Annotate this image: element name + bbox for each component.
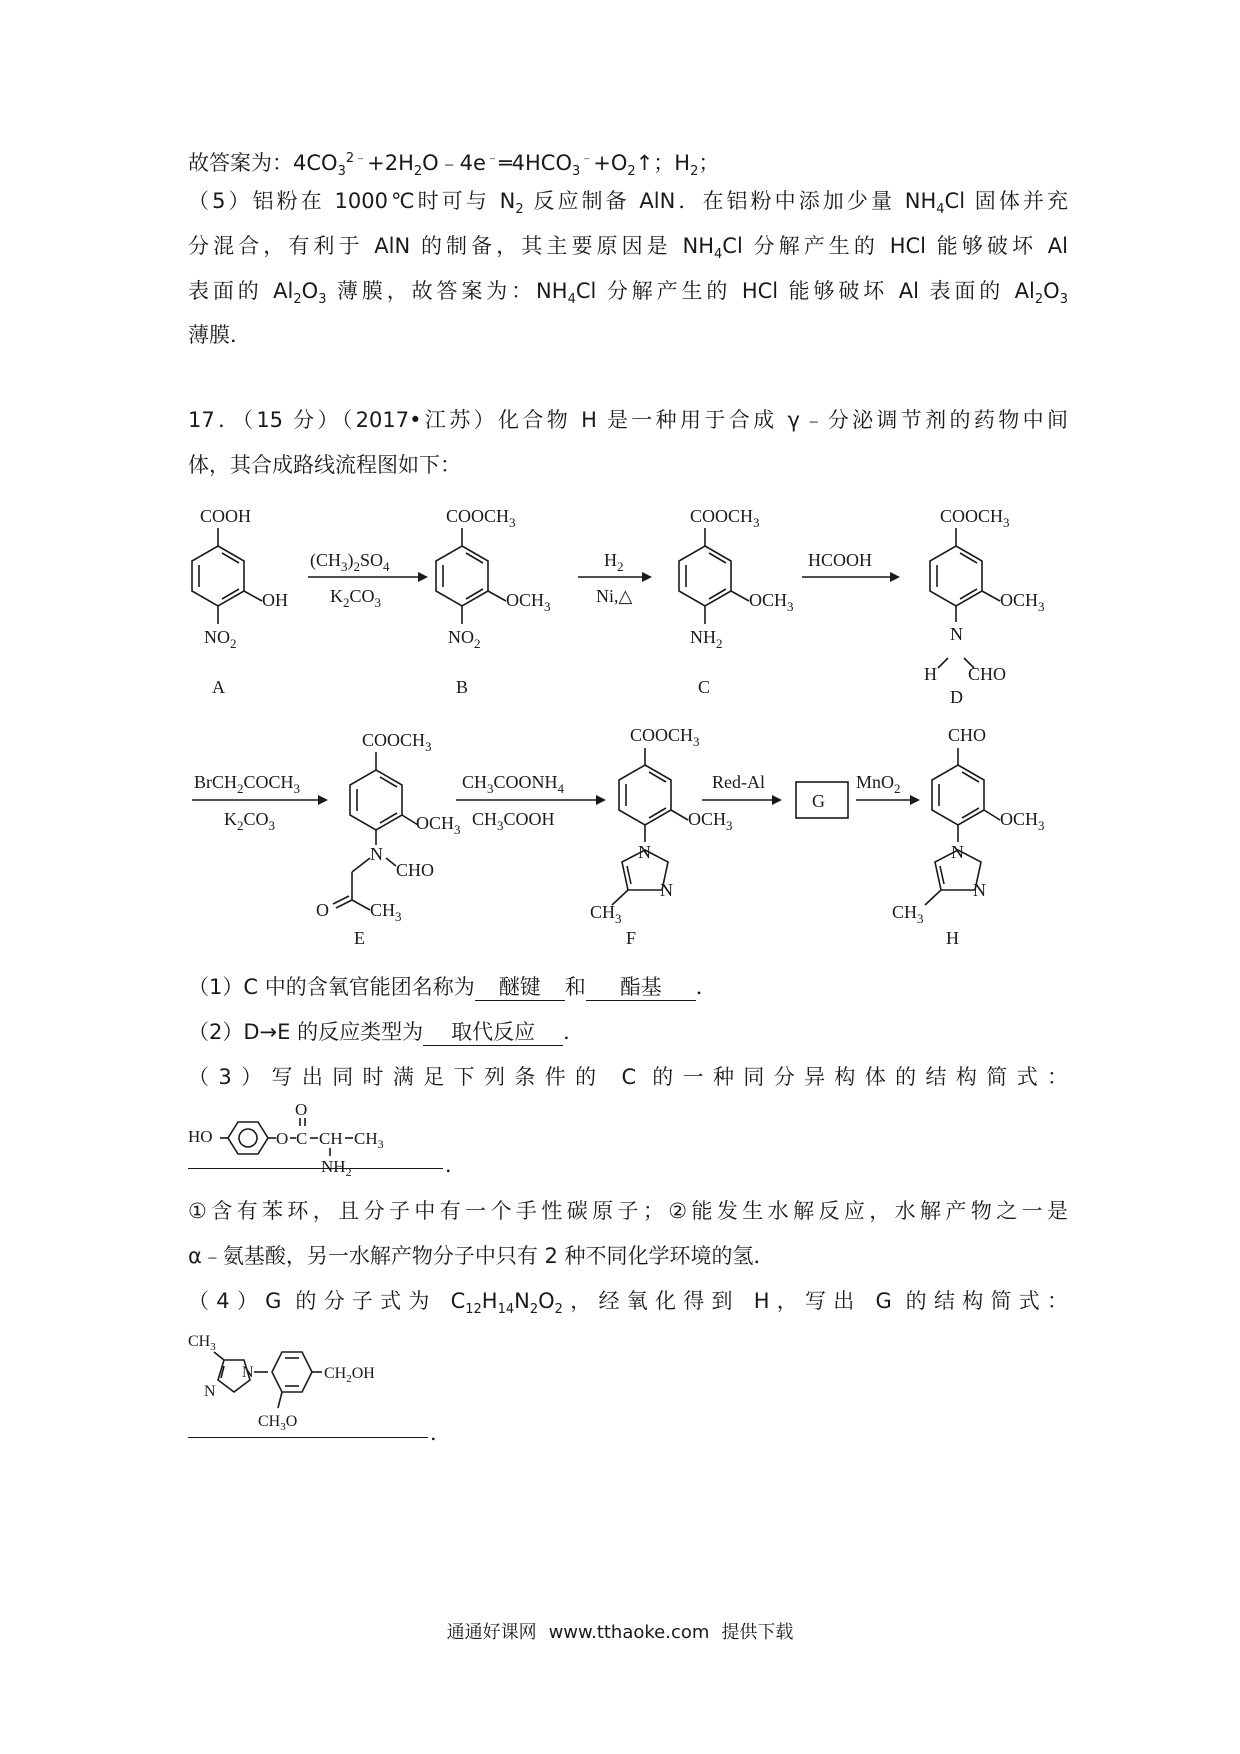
svg-text:OH: OH — [262, 590, 288, 610]
svg-text:OCH3: $OCH_3$ — [1000, 590, 1045, 614]
q2-line: （2）D→E 的反应类型为 取代反应 ． — [188, 1020, 585, 1044]
svg-text:OCH3: $OCH_3$ — [749, 590, 794, 614]
q1-answer-1: 醚键 — [475, 974, 565, 1001]
compound-f — [590, 725, 733, 948]
svg-text:CHO: CHO — [396, 860, 435, 880]
svg-text:CH3COOH: $CH_3COOH$ — [472, 809, 555, 833]
arrow-r7 — [856, 772, 920, 805]
arrow-r6 — [702, 772, 782, 805]
svg-text:CH: CH — [319, 1129, 343, 1148]
svg-text:CH3: $CH_3$ — [370, 900, 402, 924]
compound-h — [892, 725, 1045, 948]
svg-text:BrCH2COCH3: $BrCH_2COCH_3$ — [194, 772, 301, 796]
q4-answer-structure — [188, 1330, 428, 1440]
svg-text:CH3: $CH_3$ — [188, 1333, 216, 1353]
q17-title-line-1: 17．（15 分）（2017•江苏）化合物 H 是一种用于合成 γ﹣分泌调节剂的药物中间 — [188, 408, 1068, 432]
q3-end: ． — [445, 1153, 466, 1177]
svg-text:CH3O: $CH_3O$ — [258, 1413, 298, 1433]
svg-text:(CH3)2SO4: $(CH_3)_2SO_4$ — [310, 550, 390, 574]
q5-line-1: （5）铝粉在 1000℃时可与 $N_2$ 反应制备 AlN．在铝粉中添加少量 $NH_4Cl$ 固体并充 — [188, 189, 1068, 218]
compound-a — [192, 506, 288, 697]
svg-text:COOCH3: $COOCH_3$ — [690, 506, 760, 530]
svg-text:NO2: $NO_2$ — [448, 627, 481, 651]
svg-text:CHO: CHO — [968, 664, 1007, 684]
svg-text:C: C — [296, 1129, 308, 1148]
arrow-r3 — [802, 550, 900, 582]
q4-end: ． — [430, 1421, 451, 1445]
q4-answer-underline — [188, 1437, 428, 1438]
svg-text:CH3: $CH_3$ — [354, 1129, 384, 1151]
svg-text:O: O — [276, 1129, 289, 1148]
svg-text:HO: HO — [188, 1127, 213, 1146]
q2-answer: 取代反应 — [423, 1019, 563, 1046]
footer-site: 通通好课网 — [446, 1622, 537, 1643]
arrow-r4 — [192, 772, 328, 833]
svg-text:B: B — [456, 677, 469, 697]
footer-url[interactable]: www.tthaoke.com — [548, 1622, 710, 1643]
svg-text:N: N — [950, 624, 963, 644]
svg-text:COOCH3: $COOCH_3$ — [446, 506, 516, 530]
svg-text:F: F — [626, 928, 637, 948]
svg-text:E: E — [354, 928, 365, 948]
svg-text:K2CO3: $K_2CO_3$ — [224, 809, 276, 833]
svg-text:A: A — [212, 677, 225, 697]
svg-text:N: N — [638, 842, 651, 862]
svg-text:NO2: $NO_2$ — [204, 627, 237, 651]
svg-text:Ni,△: Ni,△ — [596, 586, 633, 606]
q4-line: （4）G 的分子式为 $C_{12}H_{14}N_2O_2$，经氧化得到 H，写出 G 的结构简式： — [188, 1289, 1068, 1318]
q3-line: （3）写出同时满足下列条件的 C 的一种同分异构体的结构简式： — [188, 1065, 1068, 1089]
conditions-line-1: ①含有苯环，且分子中有一个手性碳原子；②能发生水解反应，水解产物之一是 — [188, 1199, 1068, 1223]
q3-answer-underline — [188, 1168, 443, 1169]
svg-text:C: C — [698, 677, 711, 697]
svg-text:Red-Al: Red-Al — [712, 772, 765, 792]
svg-text:CH3COONH4: $CH_3COONH_4$ — [462, 772, 565, 796]
svg-text:OCH3: $OCH_3$ — [416, 813, 461, 837]
svg-text:CH3: $CH_3$ — [892, 902, 924, 926]
q5-line-4: 薄膜． — [188, 323, 251, 347]
footer-note: 提供下载 — [721, 1622, 794, 1643]
arrow-r5 — [456, 772, 606, 833]
svg-text:HCOOH: HCOOH — [808, 550, 873, 570]
svg-text:N: N — [951, 842, 964, 862]
compound-e — [316, 730, 461, 948]
q1-line: （1）C 中的含氧官能团名称为 醚键 和 酯基 ． — [188, 975, 717, 999]
svg-text:COOCH3: $COOCH_3$ — [940, 506, 1010, 530]
svg-text:N: N — [660, 880, 673, 900]
svg-text:G: G — [812, 791, 825, 811]
q1-answer-2: 酯基 — [586, 974, 696, 1001]
arrow-r2 — [578, 550, 652, 606]
svg-text:O: O — [316, 900, 329, 920]
arrow-r1 — [308, 550, 428, 610]
svg-text:COOCH3: $COOCH_3$ — [630, 725, 700, 749]
svg-text:CH3: $CH_3$ — [590, 902, 622, 926]
svg-text:N: N — [370, 844, 383, 864]
compound-d — [924, 506, 1045, 707]
svg-text:K2CO3: $K_2CO_3$ — [330, 586, 382, 610]
compound-c — [679, 506, 794, 697]
svg-text:N: N — [204, 1383, 216, 1400]
svg-text:COOH: COOH — [200, 506, 252, 526]
svg-text:D: D — [950, 687, 963, 707]
conditions-line-2: α﹣氨基酸，另一水解产物分子中只有 2 种不同化学环境的氢． — [188, 1244, 775, 1268]
svg-text:OCH3: $OCH_3$ — [1000, 809, 1045, 833]
svg-text:CHO: CHO — [948, 725, 987, 745]
q5-line-3: 表面的 $Al_2O_3$ 薄膜，故答案为：$NH_4Cl$ 分解产生的 HCl 能够破坏 Al 表面的 $Al_2O_3$ — [188, 279, 1068, 308]
svg-text:OCH3: $OCH_3$ — [688, 809, 733, 833]
svg-text:H: H — [924, 664, 937, 684]
compound-b — [436, 506, 551, 697]
svg-text:O: O — [295, 1100, 308, 1119]
svg-text:MnO2: MnO$_2$ — [856, 772, 901, 796]
svg-text:CH2OH: $CH_2OH$ — [324, 1365, 375, 1385]
page-footer — [0, 1618, 1240, 1644]
svg-text:NH2: $NH_2$ — [321, 1157, 352, 1179]
svg-text:H: H — [946, 928, 959, 948]
q5-line-2: 分混合，有利于 AlN 的制备，其主要原因是 $NH_4Cl$ 分解产生的 HCl 能够破坏 Al — [188, 234, 1069, 263]
svg-text:COOCH3: $COOCH_3$ — [362, 730, 432, 754]
svg-text:NH2: $NH_2$ — [690, 627, 723, 651]
svg-text:N: N — [242, 1364, 254, 1381]
q17-title-line-2: 体，其合成路线流程图如下： — [188, 453, 461, 477]
intermediate-g-box — [796, 782, 848, 818]
svg-text:N: N — [973, 880, 986, 900]
svg-text:OCH3: $OCH_3$ — [506, 590, 551, 614]
answer-line-4: 故答案为：$4CO_3^{2﹣}+2H_2O﹣4e^﹣═4HCO_3^﹣+O_2↑$；$H_2$； — [188, 151, 720, 180]
svg-text:H2: $H_2$ — [604, 550, 624, 574]
